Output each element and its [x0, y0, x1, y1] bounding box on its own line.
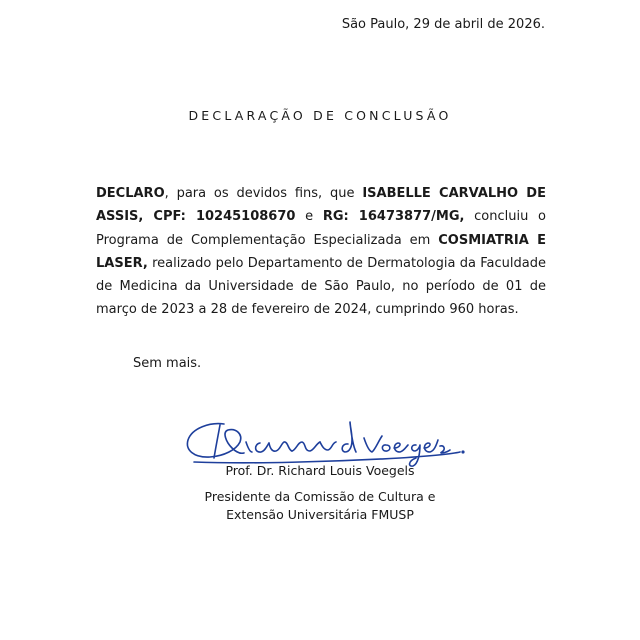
signer-role-line-1: Presidente da Comissão de Cultura e: [204, 489, 436, 504]
student-name-cpf: ISABELLE CARVALHO DE ASSIS, CPF: 10245108670: [96, 186, 546, 225]
student-rg: RG: 16473877/MG,: [322, 209, 465, 225]
signer-name: Prof. Dr. Richard Louis Voegels: [225, 463, 415, 478]
declaro-keyword: DECLARO: [96, 186, 165, 201]
body-text-part-2: e: [295, 209, 323, 225]
closing-text: Sem mais.: [133, 356, 202, 371]
declaration-paragraph: [96, 182, 546, 322]
signature-strokes: [187, 422, 460, 466]
body-text-part-3: concluiu o Programa de Complementação Especializada em: [96, 209, 546, 248]
document-date: São Paulo, 29 de abril de 2026.: [341, 17, 545, 32]
signer-block: [0, 462, 640, 524]
handwritten-signature: [180, 412, 470, 468]
body-text-part-4: realizado pelo Departamento de Dermatologia da Faculdade de Medicina da Universidade de São Paulo, no período de 01 de março de 2023 a 28 de fevereiro de 2024, cumprindo 960 horas.: [96, 255, 546, 318]
signer-spacer: [0, 480, 640, 488]
signature-dot: [461, 450, 464, 453]
signer-role-line-2: Extensão Universitária FMUSP: [226, 507, 414, 522]
program-name: COSMIATRIA E LASER,: [96, 232, 547, 271]
body-text-part-1: , para os devidos fins, que: [164, 186, 363, 201]
document-title: DECLARAÇÃO DE CONCLUSÃO: [188, 108, 452, 123]
